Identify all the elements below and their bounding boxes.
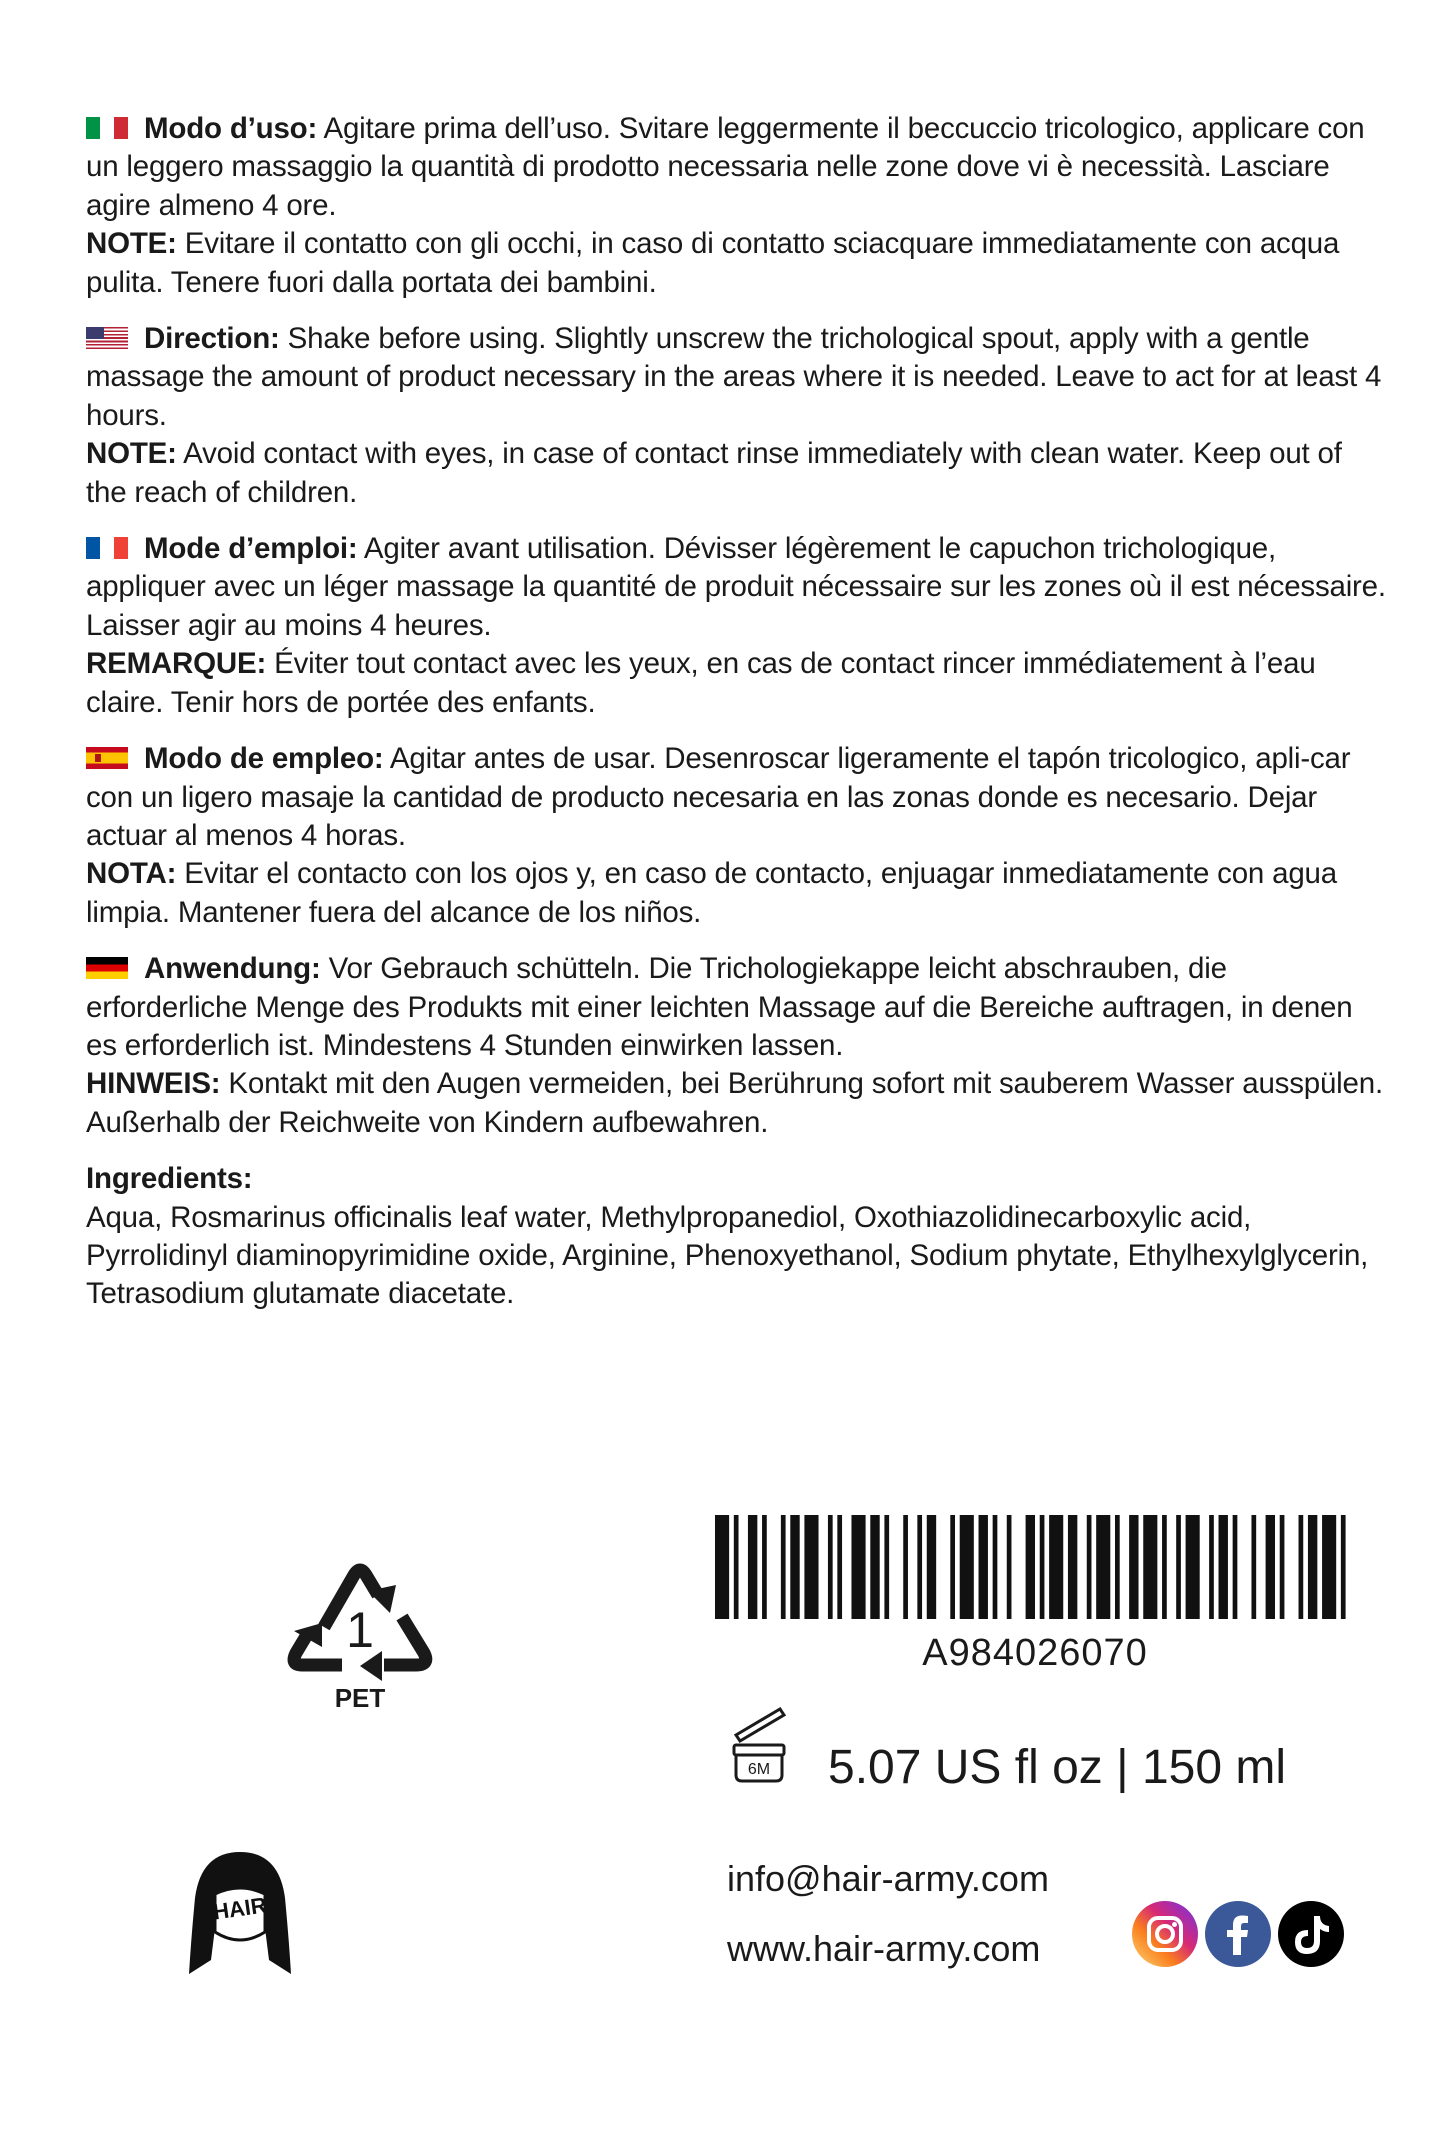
open-jar-icon [728, 1705, 790, 1783]
flag-usa-icon [86, 327, 128, 349]
note-text: Avoid contact with eyes, in case of contact rinse immediately with clean water. Keep out of the reach of children. [86, 437, 1342, 509]
barcode-bar [1068, 1515, 1077, 1619]
barcode-bar [1026, 1515, 1035, 1619]
barcode-bar [1129, 1515, 1138, 1619]
flag-italy-icon [86, 117, 128, 139]
barcode-bar [960, 1515, 974, 1619]
barcode-bar [993, 1515, 998, 1619]
section-text: Agitar antes de usar. Desenroscar ligeramente el tapón tricologico, apli-car con un ligero masaje la cantidad de producto necesaria en las zonas donde es necesario. Dejar actuar al menos 4 horas. [86, 742, 1351, 852]
barcode-bar [950, 1515, 955, 1619]
barcode-bar [837, 1515, 842, 1619]
note-text: Kontakt mit den Augen vermeiden, bei Berührung sofort mit sauberem Wasser ausspülen. Außerhalb der Reichweite von Kindern aufbewahren. [86, 1067, 1383, 1139]
barcode-bar [804, 1515, 818, 1619]
ingredients-text: Aqua, Rosmarinus officinalis leaf water, Methylpropanediol, Oxothiazolidinecarboxylic acid, Pyrrolidinyl diaminopyrimidine oxide, Arginine, Phenoxyethanol, Sodium phytate, Ethylhexylglycerin, Tetrasodium glutamate diacetate. [86, 1200, 1369, 1311]
flag-spain-icon [86, 747, 128, 769]
note-text: Evitare il contatto con gli occhi, in caso di contatto sciacquare immediatamente con acqua pulita. Tenere fuori dalla portata dei bambini. [86, 227, 1340, 299]
barcode-bar [1322, 1515, 1336, 1619]
barcode-bar [851, 1515, 865, 1619]
note-heading: HINWEIS: [86, 1067, 221, 1101]
barcode-bar [1308, 1515, 1317, 1619]
section-german [86, 950, 1386, 1142]
note-text: Éviter tout contact avec les yeux, en cas de contact rincer immédiatement à l’eau claire. Tenir hors de portée des enfants. [86, 647, 1316, 719]
barcode-bar [1209, 1515, 1214, 1619]
note-paragraph [86, 855, 1386, 932]
barcode-bar [1266, 1515, 1275, 1619]
logo-text-bottom: ARMY [223, 1947, 257, 1959]
barcode-number: A984026070 [922, 1632, 1148, 1674]
section-text: Agiter avant utilisation. Dévisser légèrement le capuchon trichologique, appliquer avec un léger massage la quantité de produit nécessaire sur les zones où il est nécessaire. Laisser agir au moins 4 heures. [86, 532, 1386, 642]
facebook-icon[interactable] [1205, 1901, 1271, 1967]
pao-label: 6M [747, 1761, 771, 1778]
barcode-bar [715, 1515, 729, 1619]
barcode-bar [1219, 1515, 1228, 1619]
usage-paragraph [86, 950, 1386, 1065]
barcode-bar [1186, 1515, 1200, 1619]
flag-france-icon [86, 537, 128, 559]
barcode-bar [1040, 1515, 1045, 1619]
section-heading: Direction: [144, 322, 280, 356]
section-heading: Anwendung: [144, 952, 321, 986]
barcode-bar [1115, 1515, 1120, 1619]
note-heading: NOTE: [86, 437, 177, 471]
barcode-bar [927, 1515, 936, 1619]
instructions-block [86, 110, 1386, 1332]
website-link[interactable]: www.hair-army.com [727, 1928, 1041, 1969]
usage-paragraph [86, 110, 1386, 225]
section-heading: Modo d’uso: [144, 112, 318, 145]
note-paragraph [86, 645, 1386, 722]
section-heading: Mode d’emploi: [144, 532, 358, 566]
ingredients-section [86, 1160, 1386, 1314]
note-paragraph [86, 225, 1386, 302]
logo-text-top: HAIR [211, 1892, 269, 1925]
barcode-bar [1299, 1515, 1304, 1619]
flag-germany-icon [86, 957, 128, 979]
recycle-number: 1 [346, 1602, 374, 1658]
barcode-bar [1280, 1515, 1285, 1619]
barcode-bar [1087, 1515, 1092, 1619]
usage-paragraph [86, 320, 1386, 435]
barcode-bar [828, 1515, 833, 1619]
barcode-bar [1233, 1515, 1238, 1619]
barcode-bar [762, 1515, 767, 1619]
barcode-bar [870, 1515, 879, 1619]
section-english [86, 320, 1386, 512]
hair-army-logo [185, 1848, 295, 1978]
barcode-bar [903, 1515, 908, 1619]
email-link[interactable]: info@hair-army.com [727, 1858, 1049, 1899]
note-heading: REMARQUE: [86, 647, 267, 681]
barcode-bar [1162, 1515, 1167, 1619]
note-heading: NOTE: [86, 227, 177, 261]
barcode-bar [1096, 1515, 1110, 1619]
note-paragraph [86, 1065, 1386, 1142]
section-spanish [86, 740, 1386, 932]
barcode-bar [1143, 1515, 1157, 1619]
barcode-bar [917, 1515, 922, 1619]
barcode-bar [781, 1515, 786, 1619]
barcode-bar [1007, 1515, 1012, 1619]
section-heading: Modo de empleo: [144, 742, 384, 776]
barcode-icon [715, 1515, 1355, 1619]
section-french [86, 530, 1386, 722]
ingredients-heading: Ingredients: [86, 1162, 253, 1196]
barcode-bar [734, 1515, 739, 1619]
recycle-material: PET [334, 1683, 386, 1713]
barcode-bar [1049, 1515, 1063, 1619]
barcode-bar [979, 1515, 988, 1619]
usage-paragraph [86, 740, 1386, 855]
barcode-bar [1251, 1515, 1256, 1619]
barcode-bar [790, 1515, 799, 1619]
barcode-bar [1176, 1515, 1181, 1619]
note-text: Evitar el contacto con los ojos y, en caso de contacto, enjuagar inmediatamente con agua limpia. Mantener fuera del alcance de los niños. [86, 857, 1337, 929]
section-text: Shake before using. Slightly unscrew the trichological spout, apply with a gentle massage the amount of product necessary in the areas where it is needed. Leave to act for at least 4 hours. [86, 322, 1382, 432]
barcode-bar [1341, 1515, 1346, 1619]
note-paragraph [86, 435, 1386, 512]
section-italian [86, 110, 1386, 302]
recycle-pet-icon [280, 1535, 440, 1715]
usage-paragraph [86, 530, 1386, 645]
note-heading: NOTA: [86, 857, 177, 891]
section-text: Vor Gebrauch schütteln. Die Trichologiekappe leicht abschrauben, die erforderliche Menge des Produkts mit einer leichten Massage auf die Bereiche auftragen, in denen es erforderlich ist. Mindestens 4 Stunden einwirken lassen. [86, 952, 1353, 1062]
tiktok-icon[interactable] [1278, 1901, 1344, 1967]
barcode-bar [748, 1515, 757, 1619]
instagram-icon[interactable] [1132, 1901, 1198, 1967]
volume-label: 5.07 US fl oz | 150 ml [828, 1741, 1287, 1794]
section-text: Agitare prima dell’uso. Svitare leggermente il beccuccio tricologico, applicare con un leggero massaggio la quantità di prodotto necessaria nelle zone dove vi è necessità. Lasciare agire almeno 4 ore. [86, 112, 1365, 222]
barcode-bar [884, 1515, 889, 1619]
